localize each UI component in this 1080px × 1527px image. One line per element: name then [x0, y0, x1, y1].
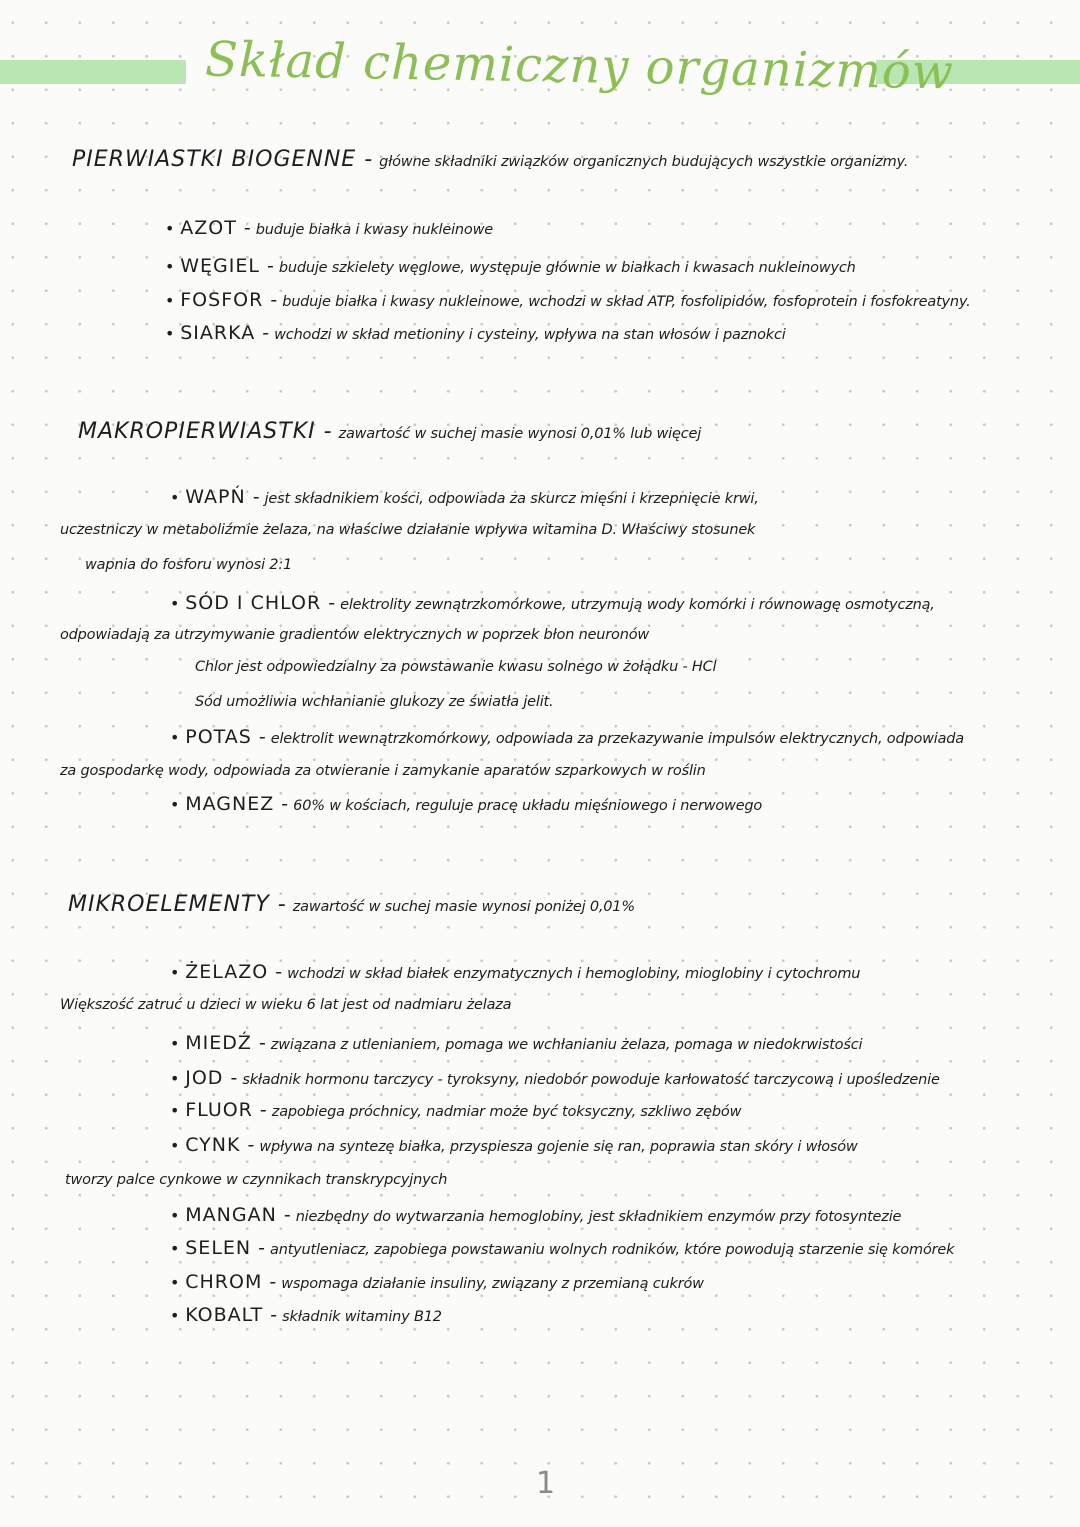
bullet-item [170, 1033, 862, 1055]
continuation-line [65, 1170, 447, 1190]
element-name: CHROM - [185, 1271, 278, 1293]
bullet-item [170, 1238, 954, 1260]
element-name: FLUOR - [185, 1099, 268, 1121]
section-heading-line [78, 419, 702, 444]
note-text: wchodzi w skład białek enzymatycznych i hemoglobiny, mioglobiny i cytochromu [287, 966, 861, 982]
element-name: MAGNEZ - [185, 793, 290, 815]
bullet-item [170, 727, 964, 749]
bullet-item [170, 487, 759, 509]
continuation-line [85, 555, 292, 575]
page-title: Skład chemiczny organizmów [204, 31, 955, 101]
bullet-dot-icon: • [165, 291, 175, 310]
bullet-item [170, 1100, 741, 1122]
title-highlight-left [0, 60, 186, 84]
element-name: WĘGIEL - [180, 255, 275, 277]
note-text: odpowiadają za utrzymywanie gradientów elektrycznych w poprzek błon neuronów [60, 627, 650, 643]
bullet-dot-icon: • [170, 1069, 180, 1088]
continuation-line [60, 995, 511, 1015]
note-text: zapobiega próchnicy, nadmiar może być toksyczny, szkliwo zębów [271, 1104, 742, 1120]
note-text: buduje białka i kwasy nukleinowe, wchodzi w skład ATP, fosfolipidów, fosfoprotein i fosfokreatyny. [282, 294, 971, 310]
page-number: 1 [536, 1466, 556, 1501]
element-name: SÓD I CHLOR - [185, 592, 337, 614]
bullet-item [165, 256, 856, 278]
note-text: składnik witaminy B12 [282, 1309, 442, 1325]
note-text: buduje białka i kwasy nukleinowe [255, 222, 493, 238]
note-text: buduje szkielety węglowe, występuje głównie w białkach i kwasach nukleinowych [278, 260, 856, 276]
note-text: wchodzi w skład metioniny i cysteiny, wpływa na stan włosów i paznokci [274, 327, 786, 343]
section-heading: PIERWIASTKI BIOGENNE - [72, 147, 374, 172]
bullet-item [170, 794, 762, 816]
element-name: MIEDŹ - [185, 1032, 267, 1054]
section-heading: MAKROPIERWIASTKI - [78, 419, 333, 444]
element-name: JOD - [185, 1067, 239, 1089]
element-name: KOBALT - [185, 1304, 279, 1326]
bullet-dot-icon: • [170, 1136, 180, 1155]
element-name: AZOT - [180, 217, 252, 239]
note-text: niezbędny do wytwarzania hemoglobiny, jest składnikiem enzymów przy fotosyntezie [295, 1209, 902, 1225]
bullet-item [170, 962, 860, 984]
note-text: tworzy palce cynkowe w czynnikach transkrypcyjnych [65, 1172, 448, 1188]
bullet-dot-icon: • [170, 963, 180, 982]
bullet-dot-icon: • [170, 488, 180, 507]
bullet-dot-icon: • [170, 594, 180, 613]
continuation-line [195, 657, 716, 677]
element-name: POTAS - [185, 726, 267, 748]
note-text: elektrolity zewnątrzkomórkowe, utrzymują wody komórki i równowagę osmotyczną, [340, 597, 935, 613]
continuation-line [60, 761, 706, 781]
bullet-item [165, 290, 971, 312]
section-heading: MIKROELEMENTY - [68, 892, 287, 917]
note-text: związana z utlenianiem, pomaga we wchłanianiu żelaza, pomaga w niedokrwistości [270, 1037, 863, 1053]
element-name: MANGAN - [185, 1204, 292, 1226]
note-text: Większość zatruć u dzieci w wieku 6 lat jest od nadmiaru żelaza [60, 997, 512, 1013]
note-text: główne składniki związków organicznych budujących wszystkie organizmy. [379, 154, 909, 170]
bullet-dot-icon: • [165, 257, 175, 276]
note-text: antyutleniacz, zapobiega powstawaniu wolnych rodników, które powodują starzenie się komórek [270, 1242, 955, 1258]
bullet-item [170, 1205, 901, 1227]
continuation-line [195, 692, 553, 712]
continuation-line [60, 520, 755, 540]
note-text: Chlor jest odpowiedzialny za powstawanie kwasu solnego w żołądku - HCl [195, 659, 717, 675]
section-heading-line [72, 147, 909, 172]
element-name: SIARKA - [180, 322, 271, 344]
element-name: SELEN - [185, 1237, 267, 1259]
note-text: za gospodarkę wody, odpowiada za otwieranie i zamykanie aparatów szparkowych w roślin [60, 763, 706, 779]
bullet-dot-icon: • [170, 1034, 180, 1053]
note-text: Sód umożliwia wchłanianie glukozy ze światła jelit. [195, 694, 554, 710]
note-text: wspomaga działanie insuliny, związany z przemianą cukrów [281, 1276, 704, 1292]
bullet-item [170, 1305, 442, 1327]
bullet-dot-icon: • [165, 219, 175, 238]
bullet-dot-icon: • [170, 1273, 180, 1292]
bullet-dot-icon: • [170, 1101, 180, 1120]
element-name: FOSFOR - [180, 289, 279, 311]
bullet-dot-icon: • [170, 795, 180, 814]
bullet-item [170, 593, 935, 615]
bullet-item [165, 323, 786, 345]
continuation-line [60, 625, 649, 645]
note-text: zawartość w suchej masie wynosi poniżej 0,01% [292, 899, 635, 915]
note-text: zawartość w suchej masie wynosi 0,01% lub więcej [338, 426, 702, 442]
bullet-item [170, 1272, 704, 1294]
bullet-dot-icon: • [170, 1206, 180, 1225]
note-text: wpływa na syntezę białka, przyspiesza gojenie się ran, poprawia stan skóry i włosów [259, 1139, 858, 1155]
element-name: WAPŃ - [185, 486, 261, 508]
note-text: składnik hormonu tarczycy - tyroksyny, niedobór powoduje karłowatość tarczycową i upośledzenie [242, 1072, 940, 1088]
note-text: uczestniczy w metaboliźmie żelaza, na właściwe działanie wpływa witamina D. Właściwy stosunek [60, 522, 756, 538]
element-name: ŻELAZO - [185, 961, 284, 983]
note-text: elektrolit wewnątrzkomórkowy, odpowiada za przekazywanie impulsów elektrycznych, odpowiada [270, 731, 964, 747]
bullet-dot-icon: • [170, 728, 180, 747]
bullet-item [170, 1068, 940, 1090]
bullet-item [170, 1135, 858, 1157]
bullet-item [165, 218, 493, 240]
bullet-dot-icon: • [170, 1239, 180, 1258]
element-name: CYNK - [185, 1134, 256, 1156]
note-text: 60% w kościach, reguluje pracę układu mięśniowego i nerwowego [293, 798, 763, 814]
note-text: jest składnikiem kości, odpowiada za skurcz mięśni i krzepnięcie krwi, [264, 491, 759, 507]
bullet-dot-icon: • [170, 1306, 180, 1325]
note-text: wapnia do fosforu wynosi 2:1 [85, 557, 293, 573]
section-heading-line [68, 892, 635, 917]
bullet-dot-icon: • [165, 324, 175, 343]
